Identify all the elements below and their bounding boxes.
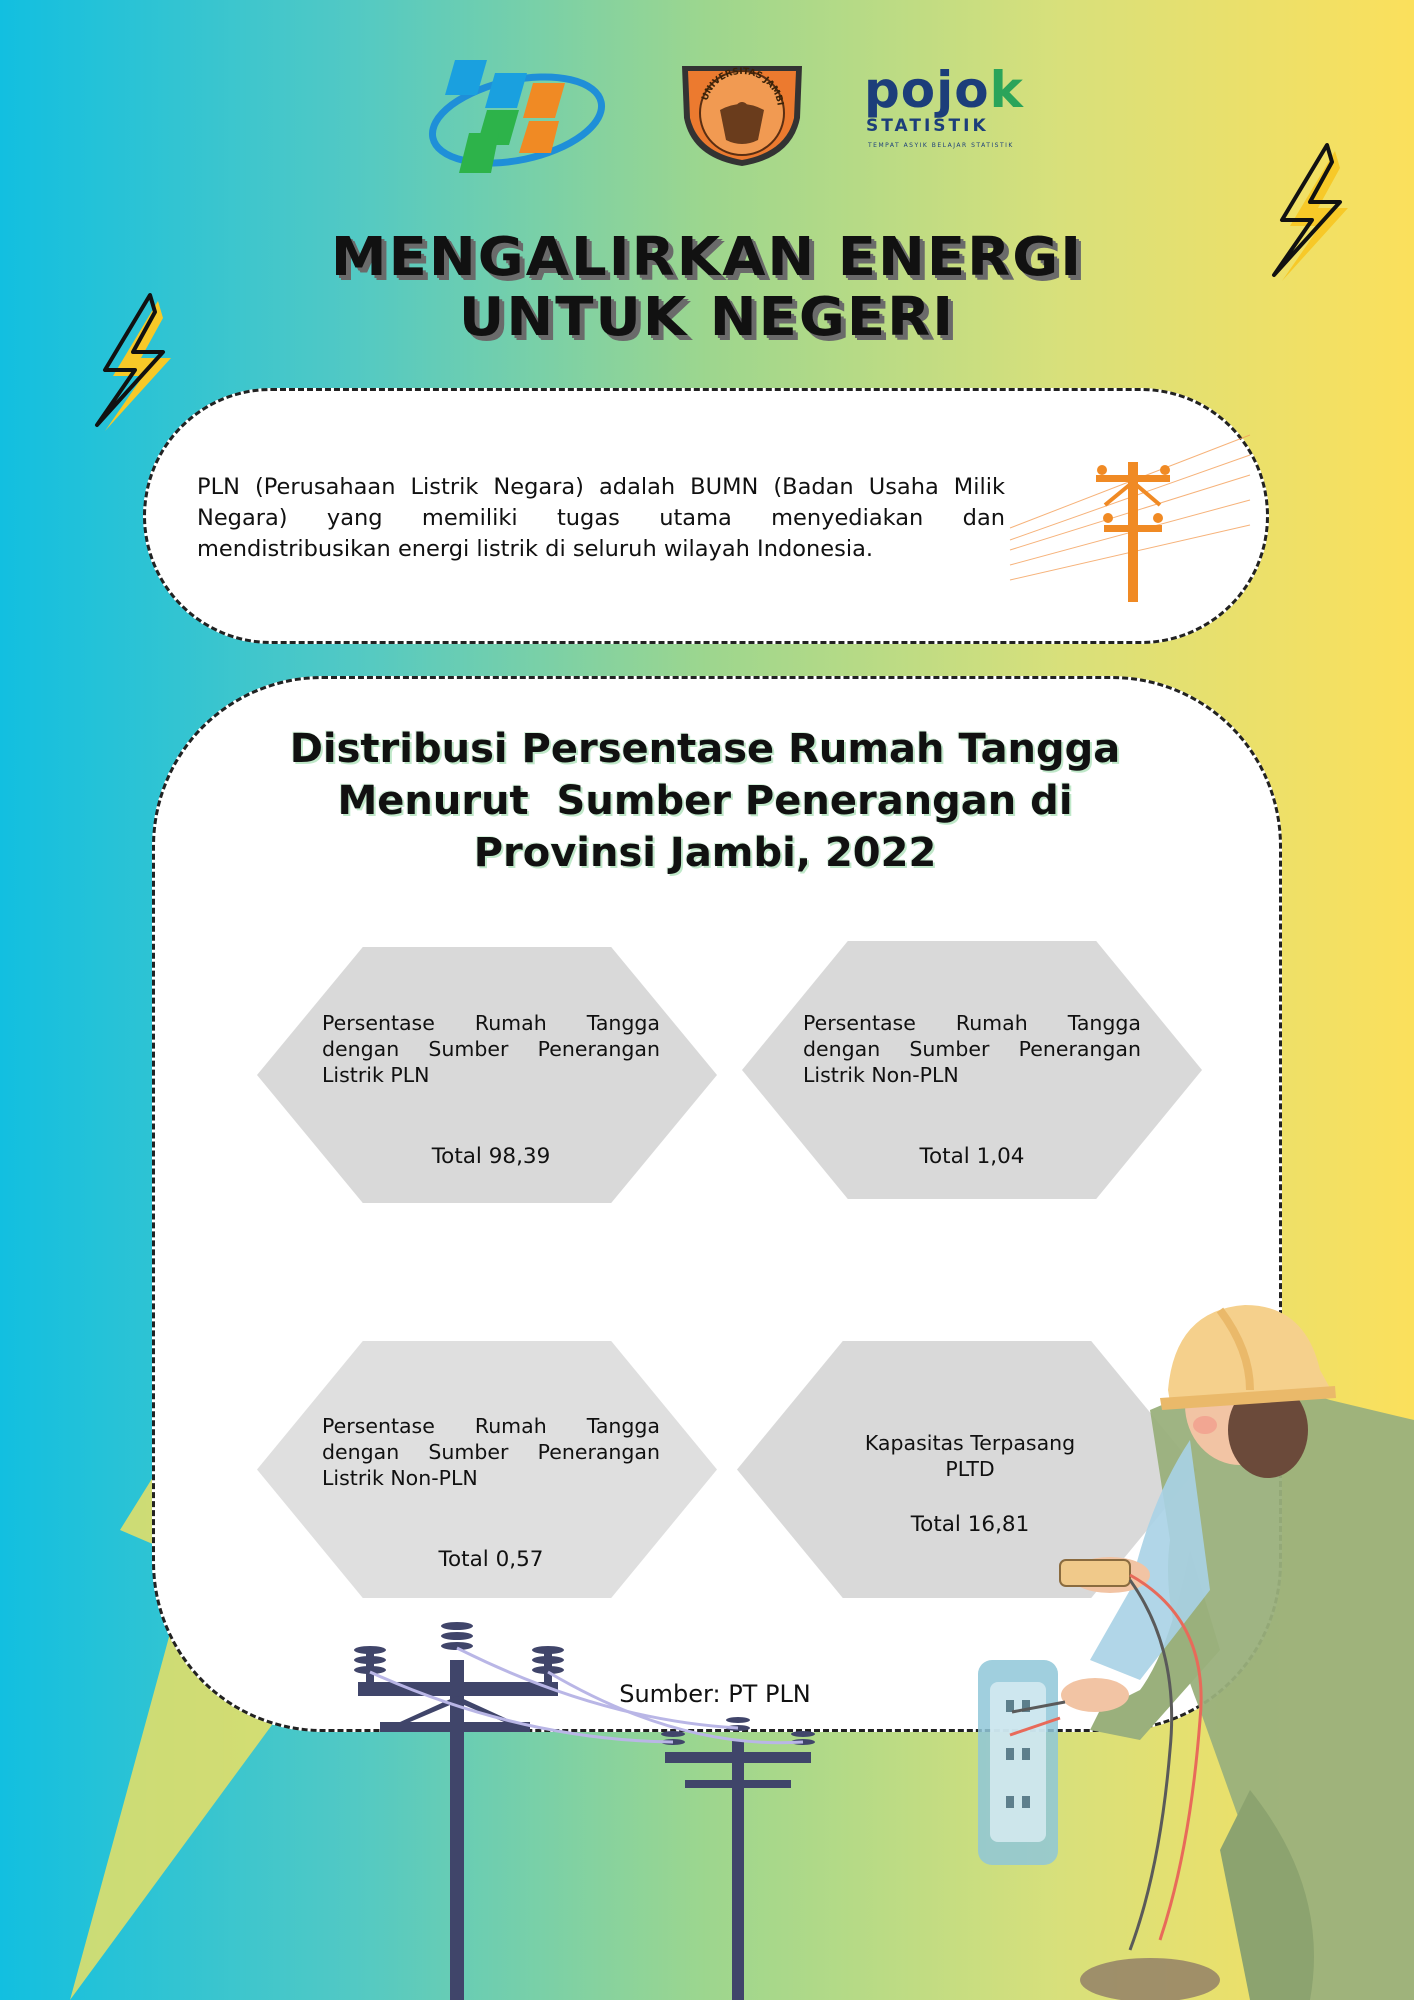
stat-card-non-pln-2-label: Persentase Rumah Tangga dengan Sumber Penerangan Listrik Non-PLN	[322, 1414, 660, 1490]
pojok-statistik-logo	[862, 60, 1022, 155]
stat-card-pltd-label: Kapasitas Terpasang PLTD	[864, 1431, 1076, 1481]
svg-text:UNIVERSITAS JAMBI: UNIVERSITAS JAMBI	[700, 66, 785, 107]
page-title-line2: UNTUK NEGERI	[458, 286, 956, 349]
statistics-title-line3: Provinsi Jambi, 2022	[473, 830, 937, 876]
transmission-poles-illustration	[340, 1610, 830, 2000]
source-note: Sumber: PT PLN	[619, 1680, 811, 1708]
stat-card-pln-total: Total 98,39	[431, 1144, 551, 1169]
pojok-word: pojok	[864, 61, 1024, 119]
statistics-title-line2: Menurut Sumber Penerangan di	[337, 778, 1073, 824]
stat-card-pltd-total: Total 16,81	[910, 1512, 1030, 1537]
pojok-statistik-text: STATISTIK	[866, 116, 989, 136]
statistics-title	[200, 723, 1210, 879]
intro-text: PLN (Perusahaan Listrik Negara) adalah BUMN (Badan Usaha Milik Negara) yang memiliki tugas utama menyediakan dan mendistribusikan energi listrik di seluruh wilayah Indonesia.	[197, 474, 1005, 562]
stat-card-pln-label: Persentase Rumah Tangga dengan Sumber Penerangan Listrik PLN	[322, 1011, 660, 1087]
page-title	[140, 228, 1274, 348]
stat-card-non-pln-label: Persentase Rumah Tangga dengan Sumber Penerangan Listrik Non-PLN	[803, 1011, 1141, 1087]
bps-logo	[425, 55, 605, 180]
pojok-tagline: TEMPAT ASYIK BELAJAR STATISTIK	[868, 142, 1014, 149]
universitas-jambi-logo	[672, 48, 812, 168]
power-pole-icon	[1010, 430, 1250, 605]
page-title-line1: MENGALIRKAN ENERGI	[330, 226, 1084, 289]
stat-card-non-pln-2-total: Total 0,57	[438, 1547, 544, 1572]
statistics-title-line1: Distribusi Persentase Rumah Tangga	[289, 726, 1121, 772]
lightning-bolt-icon-right	[1262, 140, 1352, 280]
stat-card-non-pln-total: Total 1,04	[919, 1144, 1025, 1169]
electrician-worker-illustration	[950, 1290, 1414, 2000]
